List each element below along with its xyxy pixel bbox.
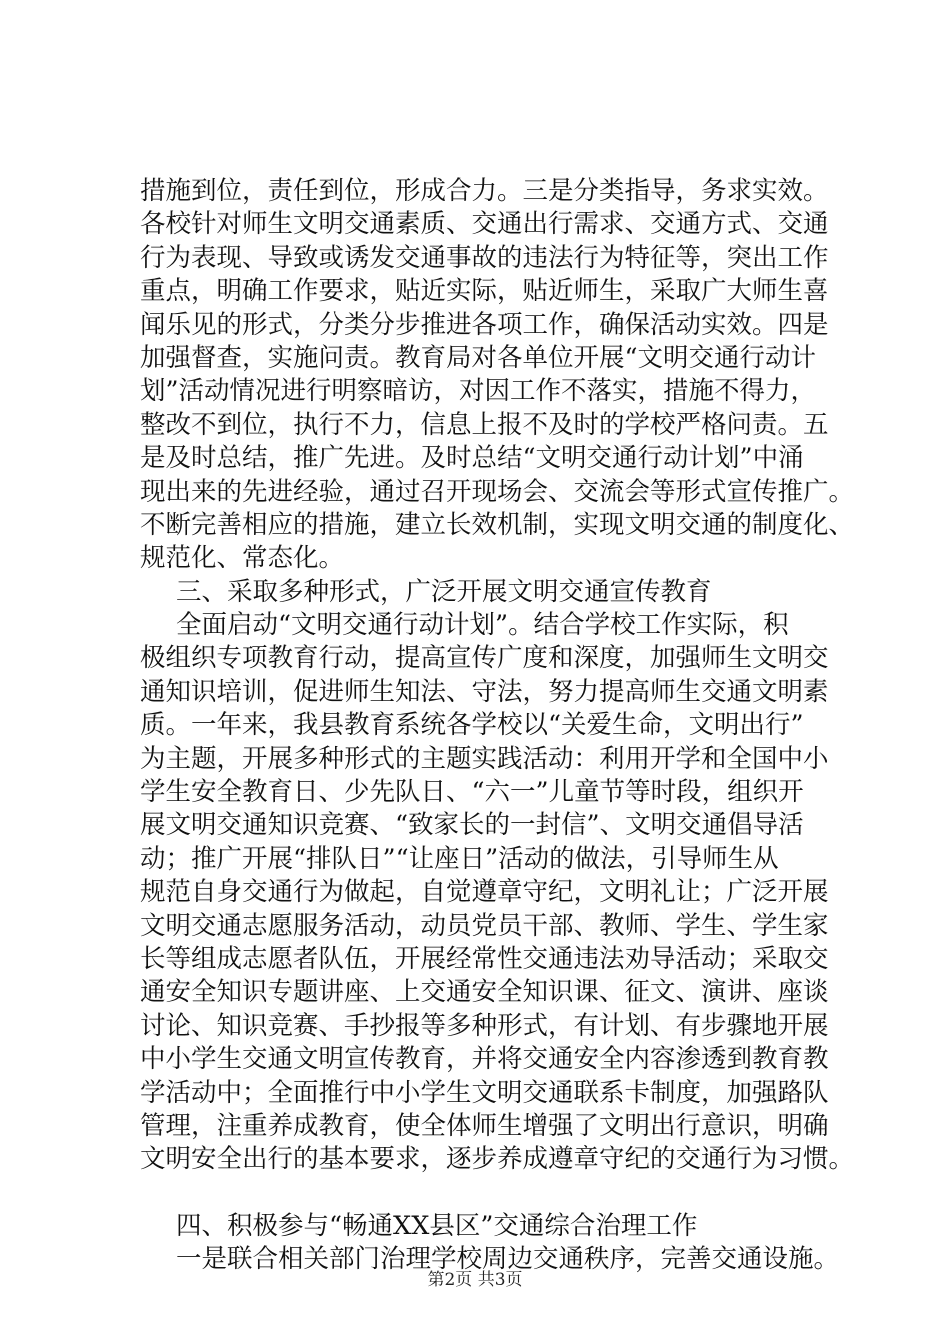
section-heading-4: 四、积极参与“畅通XX县区”交通综合治理工作: [176, 1210, 698, 1241]
text-line: 是及时总结，推广先进。及时总结“文明交通行动计划”中涌: [140, 443, 804, 474]
page-footer: 第2页 共3页: [427, 1270, 523, 1290]
text-line: 动；推广开展“排队日”“让座日”活动的做法，引导师生从: [140, 843, 779, 874]
text-line: 中小学生交通文明宣传教育，并将交通安全内容渗透到教育教: [140, 1044, 829, 1075]
text-line: 加强督查，实施问责。教育局对各单位开展“文明交通行动计: [140, 342, 817, 373]
text-line: 学生安全教育日、少先队日、“六一”儿童节等时段，组织开: [140, 777, 804, 808]
text-line: 管理，注重养成教育，使全体师生增强了文明出行意识，明确: [140, 1110, 829, 1141]
text-line: 整改不到位，执行不力，信息上报不及时的学校严格问责。五: [140, 409, 829, 440]
text-line: 长等组成志愿者队伍，开展经常性交通违法劝导活动；采取交: [140, 943, 829, 974]
text-line: 通安全知识专题讲座、上交通安全知识课、征文、演讲、座谈: [140, 977, 829, 1008]
text-line: 规范化、常态化。: [140, 543, 345, 574]
text-line: 为主题，开展多种形式的主题实践活动：利用开学和全国中小: [140, 743, 829, 774]
text-line: 各校针对师生文明交通素质、交通出行需求、交通方式、交通: [140, 209, 829, 240]
text-line: 文明安全出行的基本要求，逐步养成遵章守纪的交通行为习惯。: [140, 1144, 855, 1175]
text-line: 文明交通志愿服务活动，动员党员干部、教师、学生、学生家: [140, 910, 829, 941]
paragraph-publicity-education: [140, 609, 855, 1177]
text-line: 闻乐见的形式，分类分步推进各项工作，确保活动实效。四是: [140, 309, 829, 340]
text-line: 通知识培训，促进师生知法、守法，努力提高师生交通文明素: [140, 676, 829, 707]
document-body: [140, 175, 855, 1277]
text-line: 展文明交通知识竞赛、“致家长的一封信”、文明交通倡导活: [140, 810, 804, 841]
text-line: 极组织专项教育行动，提高宣传广度和深度，加强师生文明交: [140, 643, 829, 674]
paragraph-measures: [140, 175, 855, 576]
text-line: 现出来的先进经验，通过召开现场会、交流会等形式宣传推广。: [140, 476, 855, 507]
text-line: 一是联合相关部门治理学校周边交通秩序，完善交通设施。: [176, 1244, 840, 1275]
text-line: 措施到位，责任到位，形成合力。三是分类指导，务求实效。: [140, 176, 829, 206]
text-line: 行为表现、导致或诱发交通事故的违法行为特征等，突出工作: [140, 242, 829, 273]
text-line: 质。一年来，我县教育系统各学校以“关爱生命，文明出行”: [140, 710, 804, 741]
text-line: 全面启动“文明交通行动计划”。结合学校工作实际，积: [176, 610, 789, 641]
text-line: 划”活动情况进行明察暗访，对因工作不落实，措施不得力，: [140, 376, 817, 407]
text-line: 不断完善相应的措施，建立长效机制，实现文明交通的制度化、: [140, 509, 855, 540]
text-line: 重点，明确工作要求，贴近实际，贴近师生，采取广大师生喜: [140, 276, 829, 307]
text-line: 讨论、知识竞赛、手抄报等多种形式，有计划、有步骤地开展: [140, 1010, 829, 1041]
paragraph-spacer: [140, 1177, 830, 1210]
section-heading-3: 三、采取多种形式，广泛开展文明交通宣传教育: [176, 576, 712, 607]
text-line: 学活动中；全面推行中小学生文明交通联系卡制度，加强路队: [140, 1077, 829, 1108]
text-line: 规范自身交通行为做起，自觉遵章守纪，文明礼让；广泛开展: [140, 877, 829, 908]
